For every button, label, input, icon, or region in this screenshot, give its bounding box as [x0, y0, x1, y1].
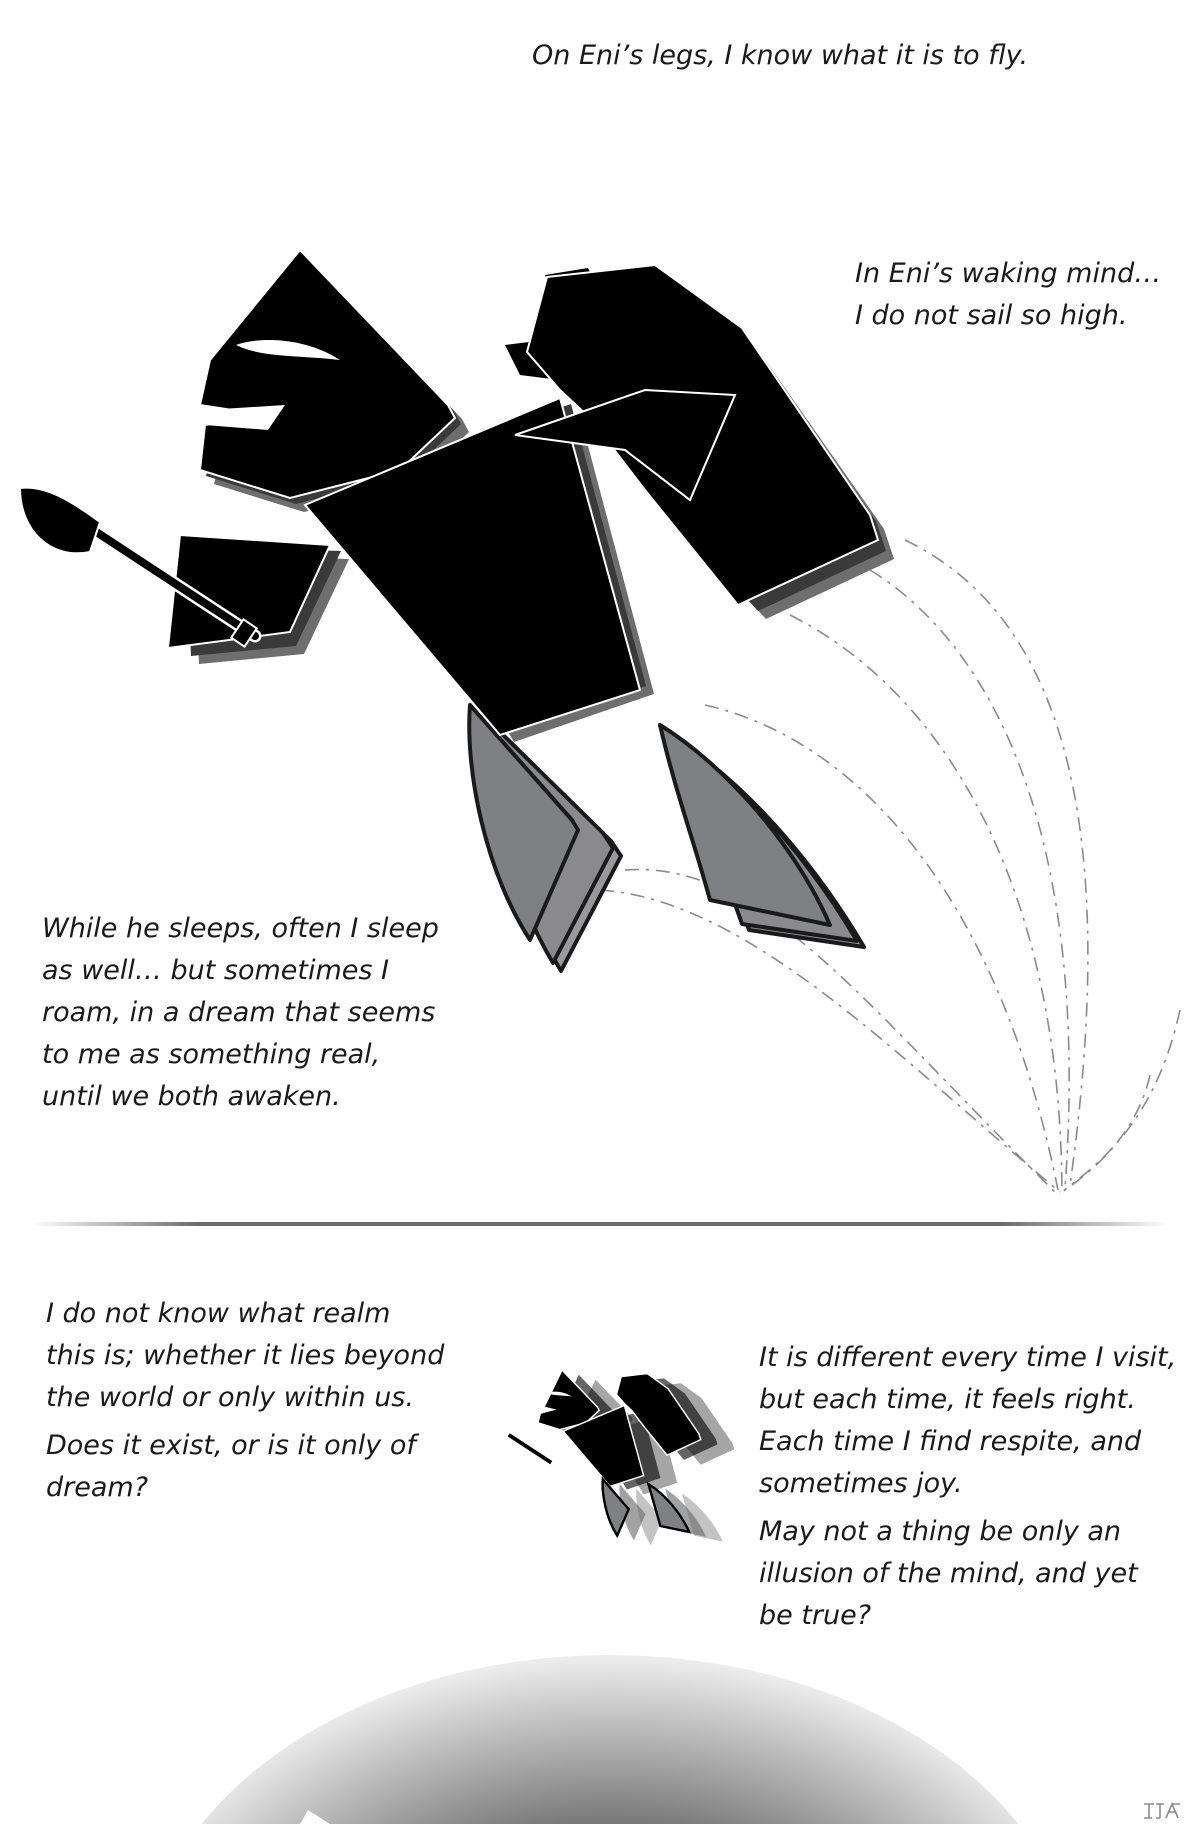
motion-trail-icon — [600, 540, 1180, 1192]
caption-different — [759, 1337, 1176, 1637]
caption-line: In Eni’s waking mind… — [855, 258, 1162, 289]
caption-line: the world or only within us. — [46, 1382, 414, 1413]
caption-line: illusion of the mind, and yet — [759, 1558, 1138, 1589]
caption-line: May not a thing be only an — [759, 1516, 1122, 1547]
caption-line: this is; whether it lies beyond — [46, 1340, 445, 1371]
caption-line: roam, in a dream that seems — [42, 997, 436, 1028]
flying-figure-icon — [20, 250, 894, 971]
caption-waking — [855, 253, 1161, 337]
caption-paragraph — [759, 1337, 1176, 1505]
caption-line: I do not know what realm — [46, 1298, 391, 1329]
caption-top: On Eni’s legs, I know what it is to fly. — [532, 40, 1029, 71]
caption-line: It is different every time I visit, — [759, 1342, 1177, 1373]
caption-sleep — [42, 908, 439, 1118]
caption-line: sometimes joy. — [759, 1468, 963, 1499]
caption-line: dream? — [46, 1472, 149, 1503]
caption-line: as well… but sometimes I — [42, 955, 390, 986]
section-divider — [30, 1222, 1170, 1226]
small-flying-figure-icon — [509, 1370, 735, 1545]
caption-line: to me as something real, — [42, 1039, 381, 1070]
caption-paragraph — [46, 1425, 444, 1509]
caption-paragraph — [759, 1511, 1176, 1637]
caption-line: be true? — [759, 1600, 872, 1631]
artist-monogram-icon — [1142, 1802, 1182, 1820]
caption-line: until we both awaken. — [42, 1081, 341, 1112]
caption-realm — [46, 1293, 444, 1509]
caption-line: While he sleeps, often I sleep — [42, 913, 439, 944]
globe-horizon-icon — [140, 1655, 1080, 1824]
caption-paragraph — [46, 1293, 444, 1419]
caption-line: Does it exist, or is it only of — [46, 1430, 416, 1461]
caption-line: I do not sail so high. — [855, 300, 1128, 331]
caption-line: Each time I find respite, and — [759, 1426, 1142, 1457]
caption-line: but each time, it feels right. — [759, 1384, 1136, 1415]
